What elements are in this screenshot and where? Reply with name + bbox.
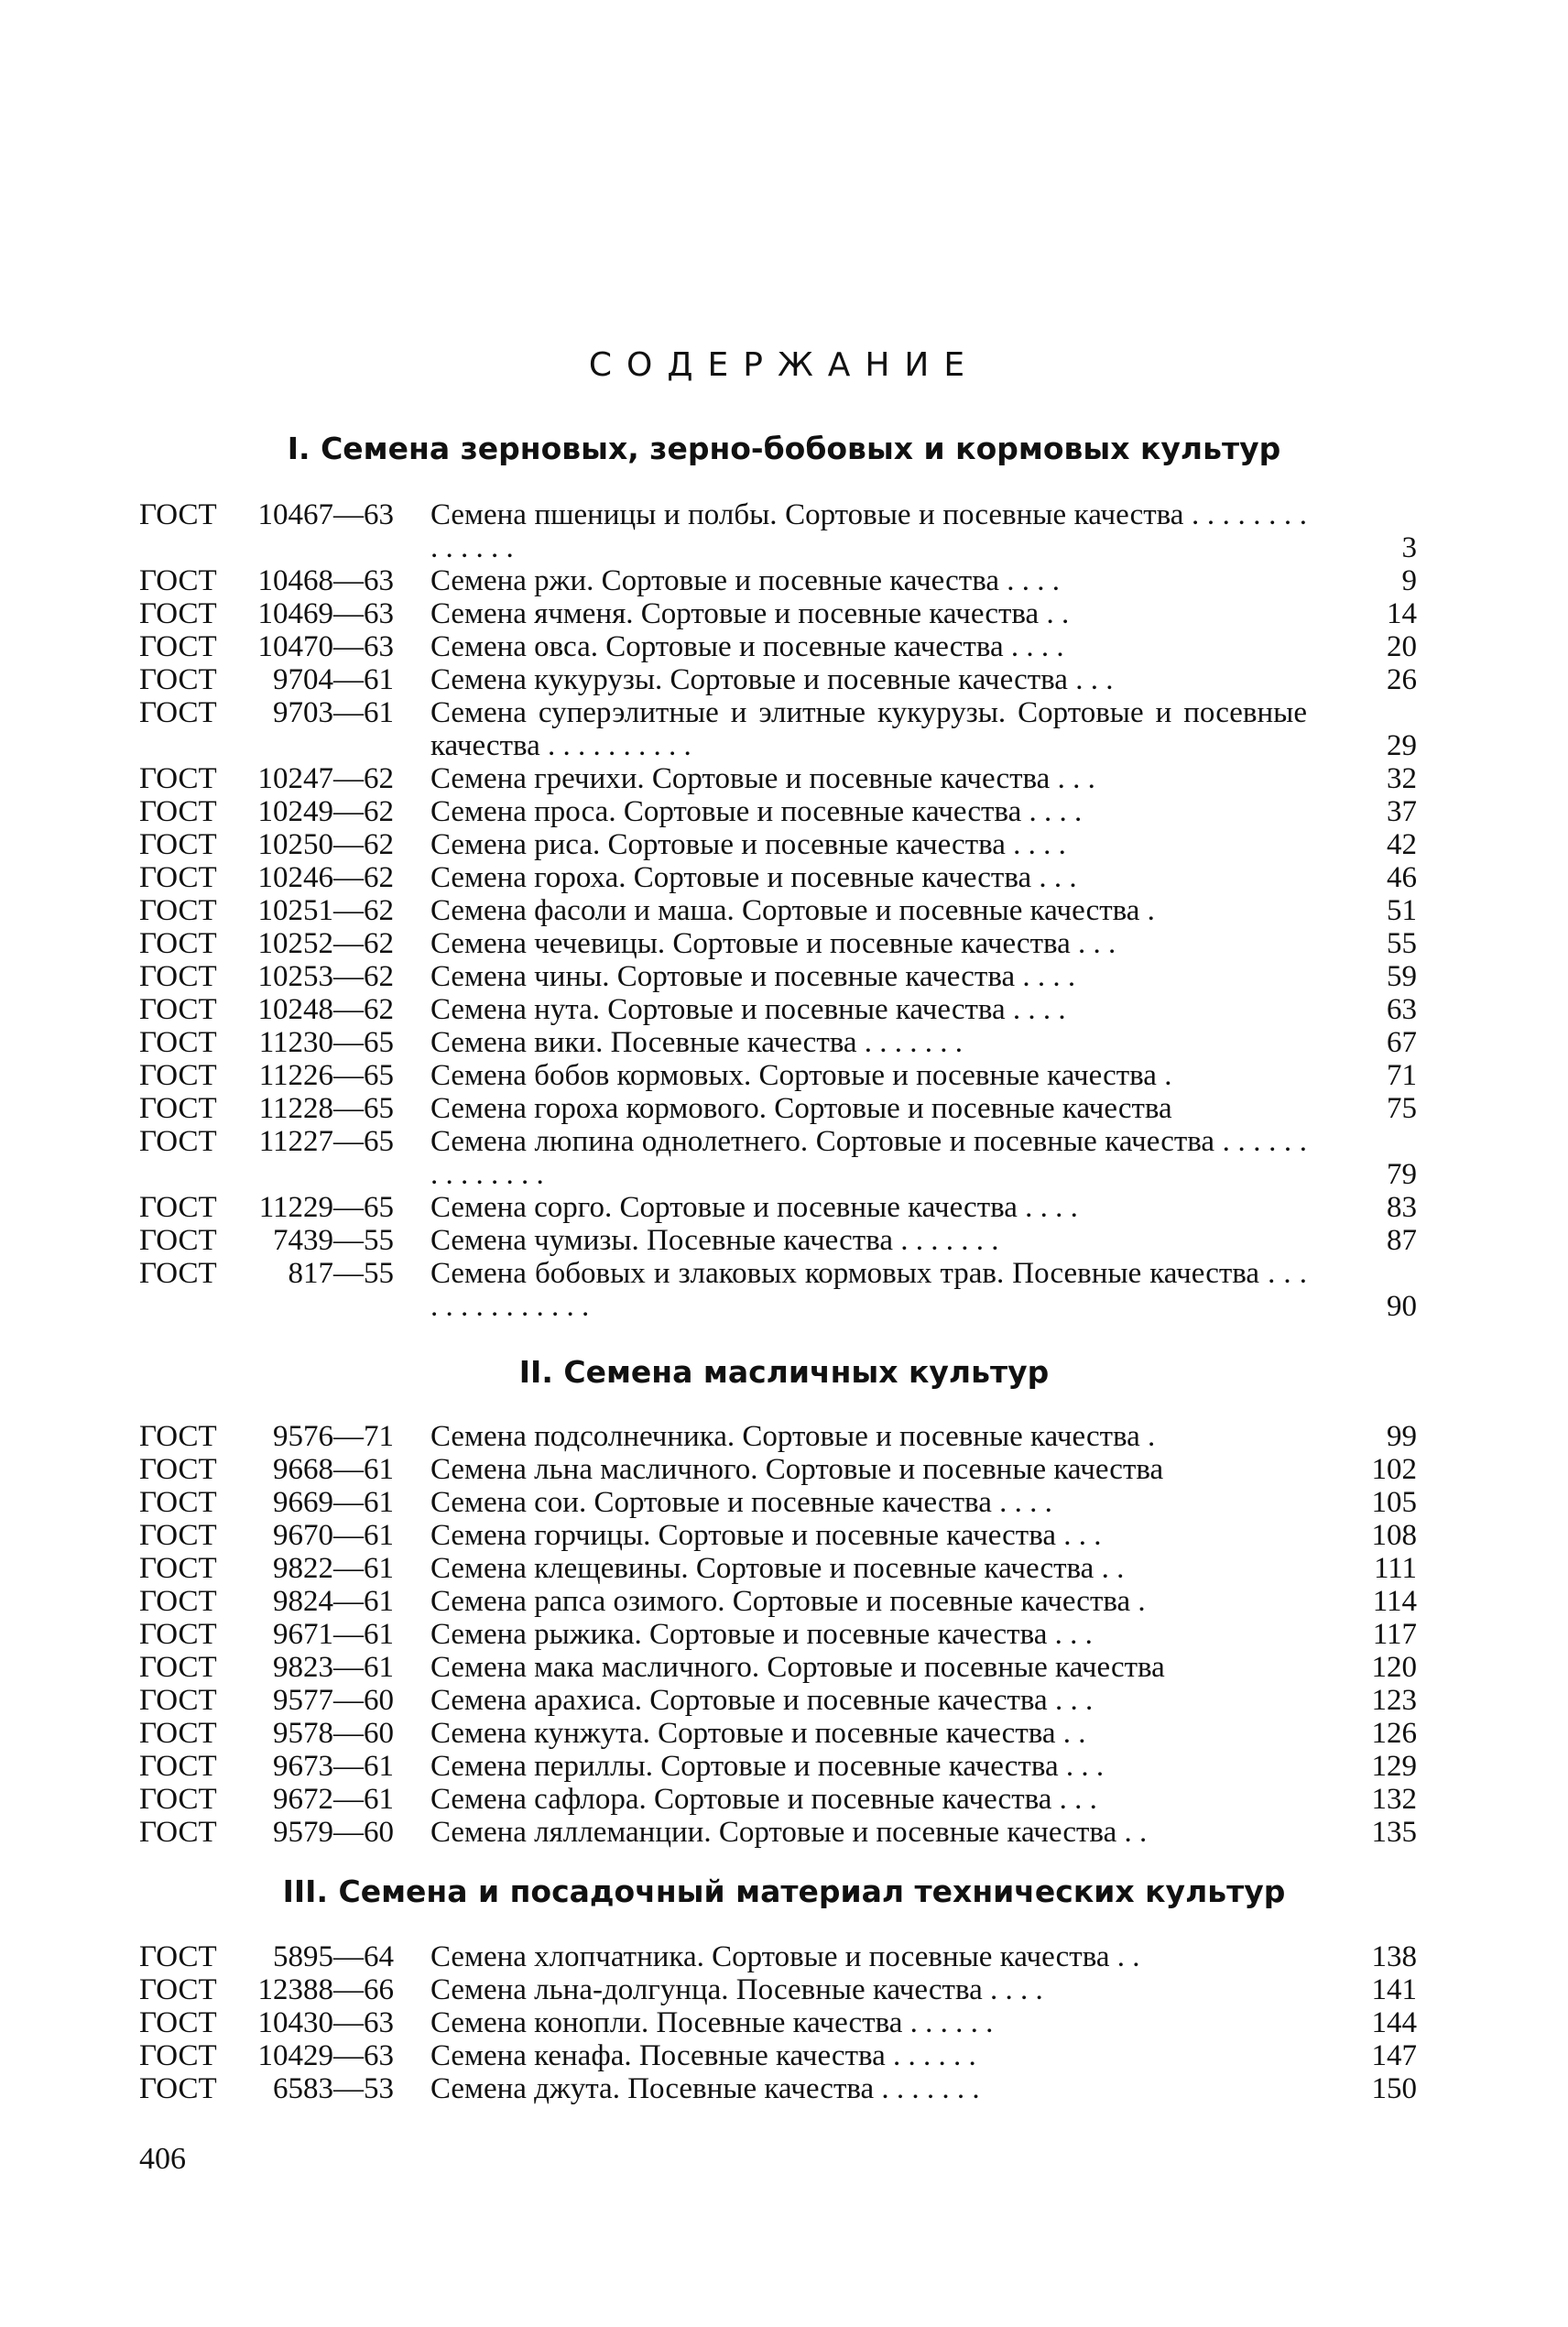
toc-entry xyxy=(139,630,1417,663)
gost-number: 5895—64 xyxy=(273,1940,394,1973)
toc-entry xyxy=(139,795,1417,828)
section-heading-2: II. Семена масличных культур xyxy=(518,1354,1050,1390)
entry-title: Семена периллы. Сортовые и посевные качества . . . xyxy=(430,1750,1105,1783)
gost-label: ГОСТ xyxy=(139,927,217,960)
entry-page-number: 132 xyxy=(1371,1783,1417,1816)
toc-entry xyxy=(139,1973,1417,2006)
gost-number: 9823—61 xyxy=(273,1651,394,1684)
gost-label: ГОСТ xyxy=(139,1973,217,2006)
entry-title: Семена льна масличного. Сортовые и посевные качества xyxy=(430,1453,1164,1486)
gost-label: ГОСТ xyxy=(139,696,217,729)
gost-number: 817—55 xyxy=(288,1257,394,1290)
entry-page-number: 114 xyxy=(1372,1585,1417,1618)
gost-label: ГОСТ xyxy=(139,1224,217,1257)
entry-title: Семена гречихи. Сортовые и посевные качества . . . xyxy=(430,762,1095,795)
gost-number: 10468—63 xyxy=(257,564,394,597)
gost-number: 9704—61 xyxy=(273,663,394,696)
gost-number: 9669—61 xyxy=(273,1486,394,1519)
gost-code xyxy=(139,2072,423,2105)
gost-code xyxy=(139,1125,423,1191)
toc-entry xyxy=(139,927,1417,960)
gost-code xyxy=(139,2039,423,2072)
gost-label: ГОСТ xyxy=(139,1940,217,1973)
gost-number: 10247—62 xyxy=(257,762,394,795)
toc-entry xyxy=(139,1092,1417,1125)
toc-section-2 xyxy=(139,1420,1417,1849)
entry-title: Семена вики. Посевные качества . . . . . . . xyxy=(430,1026,964,1059)
gost-number: 9576—71 xyxy=(273,1420,394,1453)
section-heading-3: III. Семена и посадочный материал технических культур xyxy=(282,1874,1286,1909)
toc-entry xyxy=(139,1224,1417,1257)
gost-label: ГОСТ xyxy=(139,1486,217,1519)
entry-page-number: 37 xyxy=(1387,795,1417,828)
entry-page-number: 83 xyxy=(1387,1191,1417,1224)
entry-page-number: 32 xyxy=(1387,762,1417,795)
gost-number: 10252—62 xyxy=(257,927,394,960)
entry-page-number: 117 xyxy=(1372,1618,1417,1651)
entry-page-number: 29 xyxy=(1387,729,1417,762)
gost-code xyxy=(139,1750,423,1783)
gost-code xyxy=(139,1816,423,1849)
toc-entry xyxy=(139,1257,1417,1323)
gost-code xyxy=(139,960,423,993)
entry-page-number: 59 xyxy=(1387,960,1417,993)
toc-entry xyxy=(139,2039,1417,2072)
gost-code xyxy=(139,663,423,696)
gost-label: ГОСТ xyxy=(139,663,217,696)
gost-number: 10429—63 xyxy=(257,2039,394,2072)
toc-entry xyxy=(139,1618,1417,1651)
toc-entry xyxy=(139,1816,1417,1849)
toc-entry xyxy=(139,1453,1417,1486)
gost-code xyxy=(139,1585,423,1618)
gost-number: 9668—61 xyxy=(273,1453,394,1486)
gost-label: ГОСТ xyxy=(139,861,217,894)
entry-title: Семена чечевицы. Сортовые и посевные качества . . . xyxy=(430,927,1116,960)
gost-code xyxy=(139,630,423,663)
entry-title: Семена гороха кормового. Сортовые и посевные качества xyxy=(430,1092,1172,1125)
entry-page-number: 55 xyxy=(1387,927,1417,960)
toc-entry xyxy=(139,597,1417,630)
entry-title: Семена сафлора. Сортовые и посевные качества . . . xyxy=(430,1783,1097,1816)
entry-title: Семена конопли. Посевные качества . . . . . . xyxy=(430,2006,994,2039)
gost-label: ГОСТ xyxy=(139,498,217,531)
toc-entry xyxy=(139,1519,1417,1552)
gost-number: 10467—63 xyxy=(257,498,394,531)
gost-code xyxy=(139,1026,423,1059)
gost-number: 11229—65 xyxy=(258,1191,394,1224)
entry-title: Семена кунжута. Сортовые и посевные качества . . xyxy=(430,1717,1086,1750)
gost-code xyxy=(139,1519,423,1552)
gost-number: 9703—61 xyxy=(273,696,394,729)
gost-number: 10250—62 xyxy=(257,828,394,861)
entry-title: Семена мака масличного. Сортовые и посевные качества xyxy=(430,1651,1165,1684)
entry-title: Семена кукурузы. Сортовые и посевные качества . . . xyxy=(430,663,1114,696)
gost-number: 10248—62 xyxy=(257,993,394,1026)
gost-label: ГОСТ xyxy=(139,2006,217,2039)
gost-code xyxy=(139,1618,423,1651)
gost-label: ГОСТ xyxy=(139,993,217,1026)
gost-number: 9822—61 xyxy=(273,1552,394,1585)
entry-title: Семена чумизы. Посевные качества . . . . . . . xyxy=(430,1224,999,1257)
gost-number: 9673—61 xyxy=(273,1750,394,1783)
gost-code xyxy=(139,1059,423,1092)
gost-code xyxy=(139,1453,423,1486)
toc-entry xyxy=(139,1125,1417,1191)
toc-entry xyxy=(139,993,1417,1026)
entry-page-number: 26 xyxy=(1387,663,1417,696)
gost-code xyxy=(139,1257,423,1323)
entry-page-number: 129 xyxy=(1371,1750,1417,1783)
toc-entry xyxy=(139,564,1417,597)
entry-title: Семена гороха. Сортовые и посевные качества . . . xyxy=(430,861,1077,894)
gost-label: ГОСТ xyxy=(139,1651,217,1684)
entry-page-number: 9 xyxy=(1401,564,1417,597)
gost-number: 7439—55 xyxy=(273,1224,394,1257)
gost-number: 11228—65 xyxy=(258,1092,394,1125)
entry-page-number: 87 xyxy=(1387,1224,1417,1257)
gost-code xyxy=(139,894,423,927)
toc-entry xyxy=(139,1585,1417,1618)
gost-number: 10469—63 xyxy=(257,597,394,630)
entry-page-number: 67 xyxy=(1387,1026,1417,1059)
gost-label: ГОСТ xyxy=(139,1420,217,1453)
entry-title: Семена фасоли и маша. Сортовые и посевные качества . xyxy=(430,894,1155,927)
entry-title: Семена ржи. Сортовые и посевные качества . . . . xyxy=(430,564,1061,597)
entry-title: Семена проса. Сортовые и посевные качества . . . . xyxy=(430,795,1083,828)
gost-number: 9578—60 xyxy=(273,1717,394,1750)
toc-entry xyxy=(139,1750,1417,1783)
toc-section-3 xyxy=(139,1940,1417,2105)
gost-code xyxy=(139,1191,423,1224)
entry-title: Семена овса. Сортовые и посевные качества . . . . xyxy=(430,630,1064,663)
toc-entry xyxy=(139,1651,1417,1684)
gost-label: ГОСТ xyxy=(139,1125,217,1158)
entry-title: Семена сои. Сортовые и посевные качества . . . . xyxy=(430,1486,1052,1519)
gost-code xyxy=(139,762,423,795)
entry-page-number: 20 xyxy=(1387,630,1417,663)
gost-number: 6583—53 xyxy=(273,2072,394,2105)
gost-label: ГОСТ xyxy=(139,762,217,795)
entry-title: Семена клещевины. Сортовые и посевные качества . . xyxy=(430,1552,1125,1585)
entry-title: Семена пшеницы и полбы. Сортовые и посевные качества . . . . . . . . . . . . . . xyxy=(430,498,1307,564)
entry-title: Семена сорго. Сортовые и посевные качества . . . . xyxy=(430,1191,1078,1224)
toc-entry xyxy=(139,1552,1417,1585)
gost-number: 11230—65 xyxy=(258,1026,394,1059)
gost-number: 10249—62 xyxy=(257,795,394,828)
entry-page-number: 150 xyxy=(1371,2072,1417,2105)
entry-title: Семена рапса озимого. Сортовые и посевные качества . xyxy=(430,1585,1146,1618)
gost-label: ГОСТ xyxy=(139,795,217,828)
entry-page-number: 42 xyxy=(1387,828,1417,861)
gost-code xyxy=(139,696,423,762)
gost-label: ГОСТ xyxy=(139,1519,217,1552)
toc-entry xyxy=(139,1783,1417,1816)
gost-label: ГОСТ xyxy=(139,1059,217,1092)
gost-code xyxy=(139,1224,423,1257)
toc-entry xyxy=(139,1059,1417,1092)
entry-page-number: 46 xyxy=(1387,861,1417,894)
gost-label: ГОСТ xyxy=(139,564,217,597)
entry-page-number: 71 xyxy=(1387,1059,1417,1092)
gost-code xyxy=(139,1092,423,1125)
gost-label: ГОСТ xyxy=(139,1257,217,1290)
entry-title: Семена хлопчатника. Сортовые и посевные качества . . xyxy=(430,1940,1140,1973)
gost-label: ГОСТ xyxy=(139,1717,217,1750)
gost-label: ГОСТ xyxy=(139,1026,217,1059)
toc-entry xyxy=(139,828,1417,861)
entry-title: Семена ячменя. Сортовые и посевные качества . . xyxy=(430,597,1070,630)
toc-entry xyxy=(139,1717,1417,1750)
toc-entry xyxy=(139,696,1417,762)
gost-label: ГОСТ xyxy=(139,1092,217,1125)
toc-entry xyxy=(139,2072,1417,2105)
gost-code xyxy=(139,2006,423,2039)
gost-code xyxy=(139,1420,423,1453)
gost-code xyxy=(139,1783,423,1816)
entry-page-number: 75 xyxy=(1387,1092,1417,1125)
gost-label: ГОСТ xyxy=(139,1585,217,1618)
gost-label: ГОСТ xyxy=(139,597,217,630)
gost-number: 9670—61 xyxy=(273,1519,394,1552)
entry-page-number: 111 xyxy=(1373,1552,1417,1585)
toc-entry xyxy=(139,1420,1417,1453)
gost-number: 9672—61 xyxy=(273,1783,394,1816)
entry-title: Семена арахиса. Сортовые и посевные качества . . . xyxy=(430,1684,1094,1717)
entry-title: Семена бобовых и злаковых кормовых трав. Посевные качества . . . . . . . . . . . . . . xyxy=(430,1257,1307,1323)
entry-page-number: 138 xyxy=(1371,1940,1417,1973)
entry-title: Семена суперэлитные и элитные кукурузы. Сортовые и посевные качества . . . . . . . . . . xyxy=(430,696,1307,762)
entry-page-number: 105 xyxy=(1371,1486,1417,1519)
gost-number: 9671—61 xyxy=(273,1618,394,1651)
gost-label: ГОСТ xyxy=(139,1816,217,1849)
gost-label: ГОСТ xyxy=(139,960,217,993)
gost-number: 9824—61 xyxy=(273,1585,394,1618)
gost-code xyxy=(139,1486,423,1519)
gost-code xyxy=(139,828,423,861)
gost-number: 11226—65 xyxy=(258,1059,394,1092)
entry-page-number: 141 xyxy=(1371,1973,1417,2006)
toc-entry xyxy=(139,663,1417,696)
entry-page-number: 147 xyxy=(1371,2039,1417,2072)
gost-label: ГОСТ xyxy=(139,630,217,663)
gost-label: ГОСТ xyxy=(139,1552,217,1585)
toc-entry xyxy=(139,894,1417,927)
gost-number: 10430—63 xyxy=(257,2006,394,2039)
entry-page-number: 135 xyxy=(1371,1816,1417,1849)
entry-title: Семена джута. Посевные качества . . . . . . . xyxy=(430,2072,980,2105)
entry-page-number: 3 xyxy=(1401,531,1417,564)
gost-label: ГОСТ xyxy=(139,1684,217,1717)
gost-code xyxy=(139,861,423,894)
toc-entry xyxy=(139,1026,1417,1059)
entry-page-number: 79 xyxy=(1387,1158,1417,1191)
toc-entry xyxy=(139,1684,1417,1717)
entry-title: Семена льна-долгунца. Посевные качества . . . . xyxy=(430,1973,1043,2006)
gost-code xyxy=(139,1651,423,1684)
gost-number: 10246—62 xyxy=(257,861,394,894)
entry-title: Семена кенафа. Посевные качества . . . . . . xyxy=(430,2039,976,2072)
entry-title: Семена рыжика. Сортовые и посевные качества . . . xyxy=(430,1618,1093,1651)
entry-title: Семена нута. Сортовые и посевные качества . . . . xyxy=(430,993,1066,1026)
gost-number: 9579—60 xyxy=(273,1816,394,1849)
entry-page-number: 14 xyxy=(1387,597,1417,630)
gost-label: ГОСТ xyxy=(139,828,217,861)
gost-label: ГОСТ xyxy=(139,1750,217,1783)
gost-label: ГОСТ xyxy=(139,2072,217,2105)
entry-title: Семена горчицы. Сортовые и посевные качества . . . xyxy=(430,1519,1102,1552)
entry-title: Семена бобов кормовых. Сортовые и посевные качества . xyxy=(430,1059,1172,1092)
entry-title: Семена риса. Сортовые и посевные качества . . . . xyxy=(430,828,1066,861)
toc-entry xyxy=(139,2006,1417,2039)
entry-page-number: 102 xyxy=(1371,1453,1417,1486)
entry-page-number: 99 xyxy=(1387,1420,1417,1453)
gost-number: 11227—65 xyxy=(258,1125,394,1158)
gost-number: 12388—66 xyxy=(257,1973,394,2006)
entry-title: Семена подсолнечника. Сортовые и посевные качества . xyxy=(430,1420,1156,1453)
gost-code xyxy=(139,795,423,828)
gost-label: ГОСТ xyxy=(139,2039,217,2072)
gost-code xyxy=(139,1552,423,1585)
section-heading-1: I. Семена зерновых, зерно-бобовых и кормовых культур xyxy=(287,431,1281,466)
gost-code xyxy=(139,1973,423,2006)
entry-title: Семена ляллеманции. Сортовые и посевные качества . . xyxy=(430,1816,1148,1849)
toc-entry xyxy=(139,861,1417,894)
gost-code xyxy=(139,927,423,960)
toc-entry xyxy=(139,1191,1417,1224)
gost-code xyxy=(139,564,423,597)
gost-code xyxy=(139,1940,423,1973)
gost-label: ГОСТ xyxy=(139,1453,217,1486)
gost-label: ГОСТ xyxy=(139,1783,217,1816)
gost-label: ГОСТ xyxy=(139,1618,217,1651)
gost-code xyxy=(139,1684,423,1717)
toc-entry xyxy=(139,762,1417,795)
toc-entry xyxy=(139,1486,1417,1519)
entry-page-number: 63 xyxy=(1387,993,1417,1026)
gost-code xyxy=(139,993,423,1026)
entry-page-number: 51 xyxy=(1387,894,1417,927)
gost-label: ГОСТ xyxy=(139,1191,217,1224)
page-title: СОДЕРЖАНИЕ xyxy=(588,346,980,384)
toc-entry xyxy=(139,498,1417,564)
toc-entry xyxy=(139,1940,1417,1973)
entry-title: Семена чины. Сортовые и посевные качества . . . . xyxy=(430,960,1076,993)
toc-entry xyxy=(139,960,1417,993)
gost-number: 10253—62 xyxy=(257,960,394,993)
entry-page-number: 144 xyxy=(1371,2006,1417,2039)
gost-number: 10470—63 xyxy=(257,630,394,663)
gost-code xyxy=(139,498,423,564)
gost-code xyxy=(139,1717,423,1750)
entry-page-number: 90 xyxy=(1387,1290,1417,1323)
entry-page-number: 123 xyxy=(1371,1684,1417,1717)
entry-page-number: 120 xyxy=(1371,1651,1417,1684)
page-number: 406 xyxy=(139,2142,186,2176)
toc-section-1 xyxy=(139,498,1417,1323)
entry-title: Семена люпина однолетнего. Сортовые и посевные качества . . . . . . . . . . . . . . xyxy=(430,1125,1307,1191)
entry-page-number: 126 xyxy=(1371,1717,1417,1750)
gost-label: ГОСТ xyxy=(139,894,217,927)
entry-page-number: 108 xyxy=(1371,1519,1417,1552)
gost-code xyxy=(139,597,423,630)
gost-number: 9577—60 xyxy=(273,1684,394,1717)
gost-number: 10251—62 xyxy=(257,894,394,927)
